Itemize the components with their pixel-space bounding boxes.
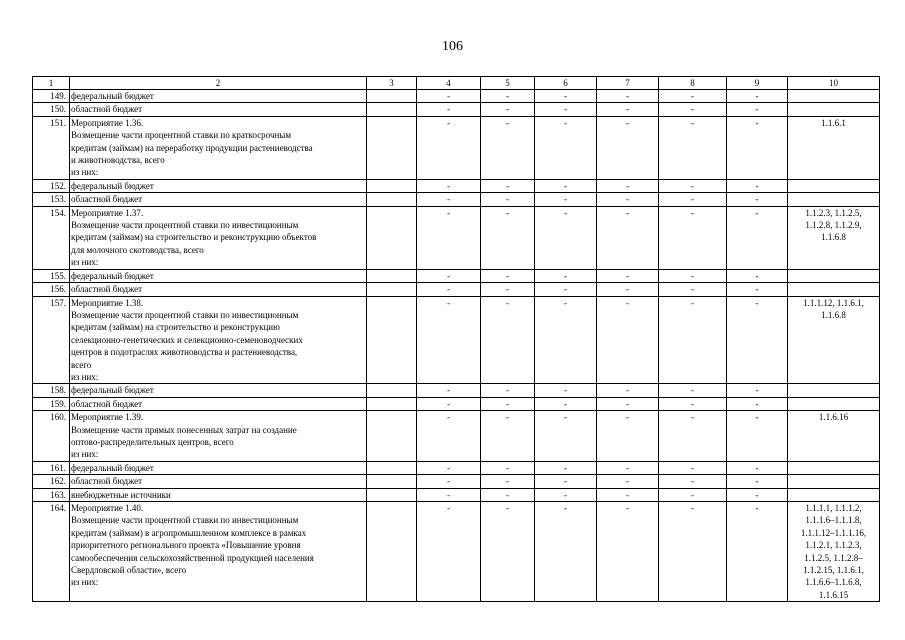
value-cell-c9: - [727,103,788,116]
value-cell-c8: - [659,103,727,116]
ref-line: 1.1.2.15, 1.1.6.1, [803,565,864,576]
description-line: и животноводства, всего [71,155,165,166]
value-cell-c9: - [727,269,788,282]
row-number: 160. [33,411,70,462]
description-line: для молочного скотоводства, всего [71,244,204,255]
value-cell-c7: - [597,502,659,602]
value-cell-c7: - [597,116,659,179]
table-row [33,488,880,501]
value-cell-c4: - [417,269,481,282]
target-indicator-refs [788,269,880,282]
column-header: 3 [367,77,417,90]
target-indicator-refs [788,502,880,602]
description-line: из них: [71,257,99,268]
description-line: федеральный бюджет [71,91,154,101]
value-cell-c7: - [597,269,659,282]
description-line: самообеспечения сельскохозяйственной продукцией населения [71,552,314,563]
value-cell-c5: - [481,206,535,269]
value-cell-c7: - [597,179,659,192]
description-line: кредитам (займам) на переработку продукции растениеводства [71,142,313,153]
value-cell-c8: - [659,179,727,192]
target-indicator-refs [788,283,880,296]
value-cell-c5: - [481,397,535,410]
row-number: 164. [33,502,70,602]
value-cell-c8: - [659,193,727,206]
value-cell-c7: - [597,206,659,269]
row-description [70,397,367,410]
description-line: областной бюджет [71,398,143,409]
row-description [70,461,367,474]
value-cell-c4: - [417,179,481,192]
row-description [70,90,367,103]
target-indicator-refs [788,206,880,269]
value-cell-c6: - [535,475,597,488]
value-cell-c3 [367,103,417,116]
description-line: кредитам (займам) на строительство и реконструкцию объектов [71,232,317,243]
description-line: Мероприятие 1.37. [71,207,144,218]
column-header: 2 [70,77,367,90]
column-header: 8 [659,77,727,90]
value-cell-c5: - [481,283,535,296]
ref-line: 1.1.6.15 [818,589,849,600]
row-description [70,206,367,269]
table-body [33,77,880,602]
description-line: кредитам (займам) на строительство и реконструкцию [71,322,280,333]
row-description [70,411,367,462]
description-line: Возмещение части прямых понесенных затрат на создание [71,424,297,435]
value-cell-c7: - [597,411,659,462]
row-number: 151. [33,116,70,179]
row-description [70,475,367,488]
value-cell-c3 [367,475,417,488]
value-cell-c4: - [417,90,481,103]
value-cell-c9: - [727,411,788,462]
value-cell-c6: - [535,116,597,179]
value-cell-c5: - [481,488,535,501]
value-cell-c4: - [417,206,481,269]
value-cell-c4: - [417,475,481,488]
column-header: 1 [33,77,70,90]
description-line: федеральный бюджет [71,462,154,473]
row-description [70,384,367,397]
value-cell-c9: - [727,179,788,192]
row-description [70,296,367,384]
value-cell-c9: - [727,283,788,296]
value-cell-c3 [367,206,417,269]
row-number: 159. [33,397,70,410]
column-header: 10 [788,77,880,90]
column-header: 7 [597,77,659,90]
value-cell-c4: - [417,502,481,602]
value-cell-c9: - [727,193,788,206]
description-line: всего [71,359,92,370]
description-line: из них: [71,577,99,588]
row-description [70,269,367,282]
description-line: приоритетного регионального проекта «Повышение уровня [71,540,301,551]
target-indicator-refs [788,397,880,410]
value-cell-c6: - [535,269,597,282]
value-cell-c5: - [481,193,535,206]
value-cell-c9: - [727,475,788,488]
description-line: из них: [71,371,99,382]
table-row [33,206,880,269]
value-cell-c8: - [659,206,727,269]
value-cell-c5: - [481,475,535,488]
value-cell-c7: - [597,283,659,296]
value-cell-c8: - [659,397,727,410]
description-line: федеральный бюджет [71,270,154,281]
value-cell-c5: - [481,269,535,282]
value-cell-c6: - [535,206,597,269]
row-number: 158. [33,384,70,397]
description-line: Возмещение части процентной ставки по инвестиционным [71,220,299,231]
ref-line: 1.1.6.6–1.1.6.8, [805,577,862,588]
table-row [33,116,880,179]
value-cell-c3 [367,502,417,602]
description-line: федеральный бюджет [71,385,154,396]
target-indicator-refs [788,475,880,488]
value-cell-c4: - [417,193,481,206]
ref-line: 1.1.6.8 [821,232,846,243]
value-cell-c6: - [535,384,597,397]
value-cell-c4: - [417,397,481,410]
value-cell-c4: - [417,488,481,501]
value-cell-c8: - [659,269,727,282]
value-cell-c5: - [481,116,535,179]
value-cell-c8: - [659,283,727,296]
value-cell-c7: - [597,193,659,206]
row-description [70,488,367,501]
row-number: 156. [33,283,70,296]
value-cell-c9: - [727,397,788,410]
target-indicator-refs [788,116,880,179]
value-cell-c8: - [659,475,727,488]
table-row [33,475,880,488]
target-indicator-refs [788,90,880,103]
value-cell-c4: - [417,116,481,179]
row-number: 153. [33,193,70,206]
value-cell-c7: - [597,475,659,488]
value-cell-c6: - [535,397,597,410]
target-indicator-refs [788,411,880,462]
description-line: внебюджетные источники [71,489,171,500]
value-cell-c4: - [417,461,481,474]
row-number: 149. [33,90,70,103]
value-cell-c7: - [597,90,659,103]
ref-line: 1.1.6.16 [818,412,849,423]
value-cell-c6: - [535,461,597,474]
value-cell-c4: - [417,296,481,384]
value-cell-c3 [367,488,417,501]
value-cell-c9: - [727,502,788,602]
value-cell-c6: - [535,179,597,192]
value-cell-c6: - [535,296,597,384]
description-line: из них: [71,449,99,460]
value-cell-c3 [367,116,417,179]
table-row [33,384,880,397]
description-line: Возмещение части процентной ставки по инвестиционным [71,515,299,526]
description-line: Возмещение части процентной ставки по инвестиционным [71,309,299,320]
value-cell-c8: - [659,488,727,501]
value-cell-c6: - [535,283,597,296]
ref-line: 1.1.1.6–1.1.1.8, [805,515,862,526]
table-row [33,193,880,206]
value-cell-c8: - [659,411,727,462]
budget-table [32,76,880,602]
table-row [33,397,880,410]
row-description [70,103,367,116]
value-cell-c3 [367,411,417,462]
description-line: из них: [71,167,99,178]
value-cell-c9: - [727,90,788,103]
description-line: Мероприятие 1.40. [71,503,144,513]
description-line: кредитам (займам) в агропромышленном комплексе в рамках [71,527,307,538]
value-cell-c9: - [727,296,788,384]
row-description [70,283,367,296]
value-cell-c6: - [535,502,597,602]
value-cell-c3 [367,296,417,384]
ref-line: 1.1.2.3, 1.1.2.5, [805,207,862,218]
page-number: 106 [442,39,463,54]
row-number: 161. [33,461,70,474]
row-description [70,502,367,602]
value-cell-c9: - [727,116,788,179]
value-cell-c7: - [597,488,659,501]
table-row [33,179,880,192]
column-header: 5 [481,77,535,90]
target-indicator-refs [788,193,880,206]
ref-line: 1.1.1.12–1.1.1.16, [800,527,867,538]
value-cell-c6: - [535,103,597,116]
row-number: 152. [33,179,70,192]
description-line: областной бюджет [71,104,143,115]
target-indicator-refs [788,179,880,192]
row-number: 157. [33,296,70,384]
value-cell-c3 [367,461,417,474]
value-cell-c8: - [659,116,727,179]
row-number: 154. [33,206,70,269]
ref-line: 1.1.2.1, 1.1.2.3, [805,540,862,551]
ref-line: 1.1.1.1, 1.1.1.2, [805,503,862,513]
description-line: центров в подотраслях животноводства и растениеводства, [71,347,298,358]
column-header: 9 [727,77,788,90]
value-cell-c9: - [727,461,788,474]
description-line: Мероприятие 1.36. [71,117,144,128]
ref-line: 1.1.1.12, 1.1.6.1, [803,297,864,308]
ref-line: 1.1.6.8 [821,309,846,320]
value-cell-c3 [367,269,417,282]
column-header: 6 [535,77,597,90]
value-cell-c6: - [535,411,597,462]
value-cell-c3 [367,179,417,192]
value-cell-c5: - [481,90,535,103]
description-line: селекционно-генетических и селекционно-семеноводческих [71,334,303,345]
column-header: 4 [417,77,481,90]
value-cell-c7: - [597,296,659,384]
value-cell-c9: - [727,488,788,501]
value-cell-c8: - [659,384,727,397]
table-row [33,502,880,602]
table-row [33,296,880,384]
value-cell-c3 [367,384,417,397]
value-cell-c6: - [535,488,597,501]
value-cell-c4: - [417,103,481,116]
description-line: областной бюджет [71,194,143,205]
row-number: 162. [33,475,70,488]
value-cell-c4: - [417,283,481,296]
row-number: 155. [33,269,70,282]
table-row [33,283,880,296]
target-indicator-refs [788,296,880,384]
description-line: Возмещение части процентной ставки по краткосрочным [71,130,292,141]
table-row [33,90,880,103]
value-cell-c7: - [597,461,659,474]
value-cell-c3 [367,193,417,206]
description-line: Мероприятие 1.38. [71,297,144,308]
value-cell-c7: - [597,384,659,397]
description-line: Мероприятие 1.39. [71,412,144,423]
target-indicator-refs [788,103,880,116]
description-line: областной бюджет [71,284,143,295]
value-cell-c5: - [481,461,535,474]
value-cell-c8: - [659,502,727,602]
value-cell-c9: - [727,384,788,397]
value-cell-c8: - [659,90,727,103]
value-cell-c5: - [481,502,535,602]
value-cell-c3 [367,90,417,103]
value-cell-c6: - [535,90,597,103]
table-header-row [33,77,880,90]
row-number: 163. [33,488,70,501]
description-line: Свердловской области», всего [71,565,187,576]
row-description [70,116,367,179]
table-row [33,461,880,474]
value-cell-c5: - [481,411,535,462]
table-row [33,103,880,116]
target-indicator-refs [788,461,880,474]
description-line: федеральный бюджет [71,180,154,191]
value-cell-c6: - [535,193,597,206]
value-cell-c5: - [481,103,535,116]
description-line: областной бюджет [71,476,143,487]
target-indicator-refs [788,488,880,501]
value-cell-c4: - [417,411,481,462]
value-cell-c4: - [417,384,481,397]
description-line: оптово-распределительных центров, всего [71,436,234,447]
ref-line: 1.1.2.8, 1.1.2.9, [805,220,862,231]
value-cell-c5: - [481,179,535,192]
value-cell-c5: - [481,384,535,397]
value-cell-c3 [367,397,417,410]
row-description [70,193,367,206]
value-cell-c9: - [727,206,788,269]
target-indicator-refs [788,384,880,397]
value-cell-c7: - [597,103,659,116]
table-row [33,269,880,282]
ref-line: 1.1.6.1 [821,117,846,128]
row-number: 150. [33,103,70,116]
value-cell-c7: - [597,397,659,410]
value-cell-c8: - [659,461,727,474]
value-cell-c5: - [481,296,535,384]
row-description [70,179,367,192]
ref-line: 1.1.2.5, 1.1.2.8– [804,552,863,563]
table-row [33,411,880,462]
value-cell-c3 [367,283,417,296]
value-cell-c8: - [659,296,727,384]
